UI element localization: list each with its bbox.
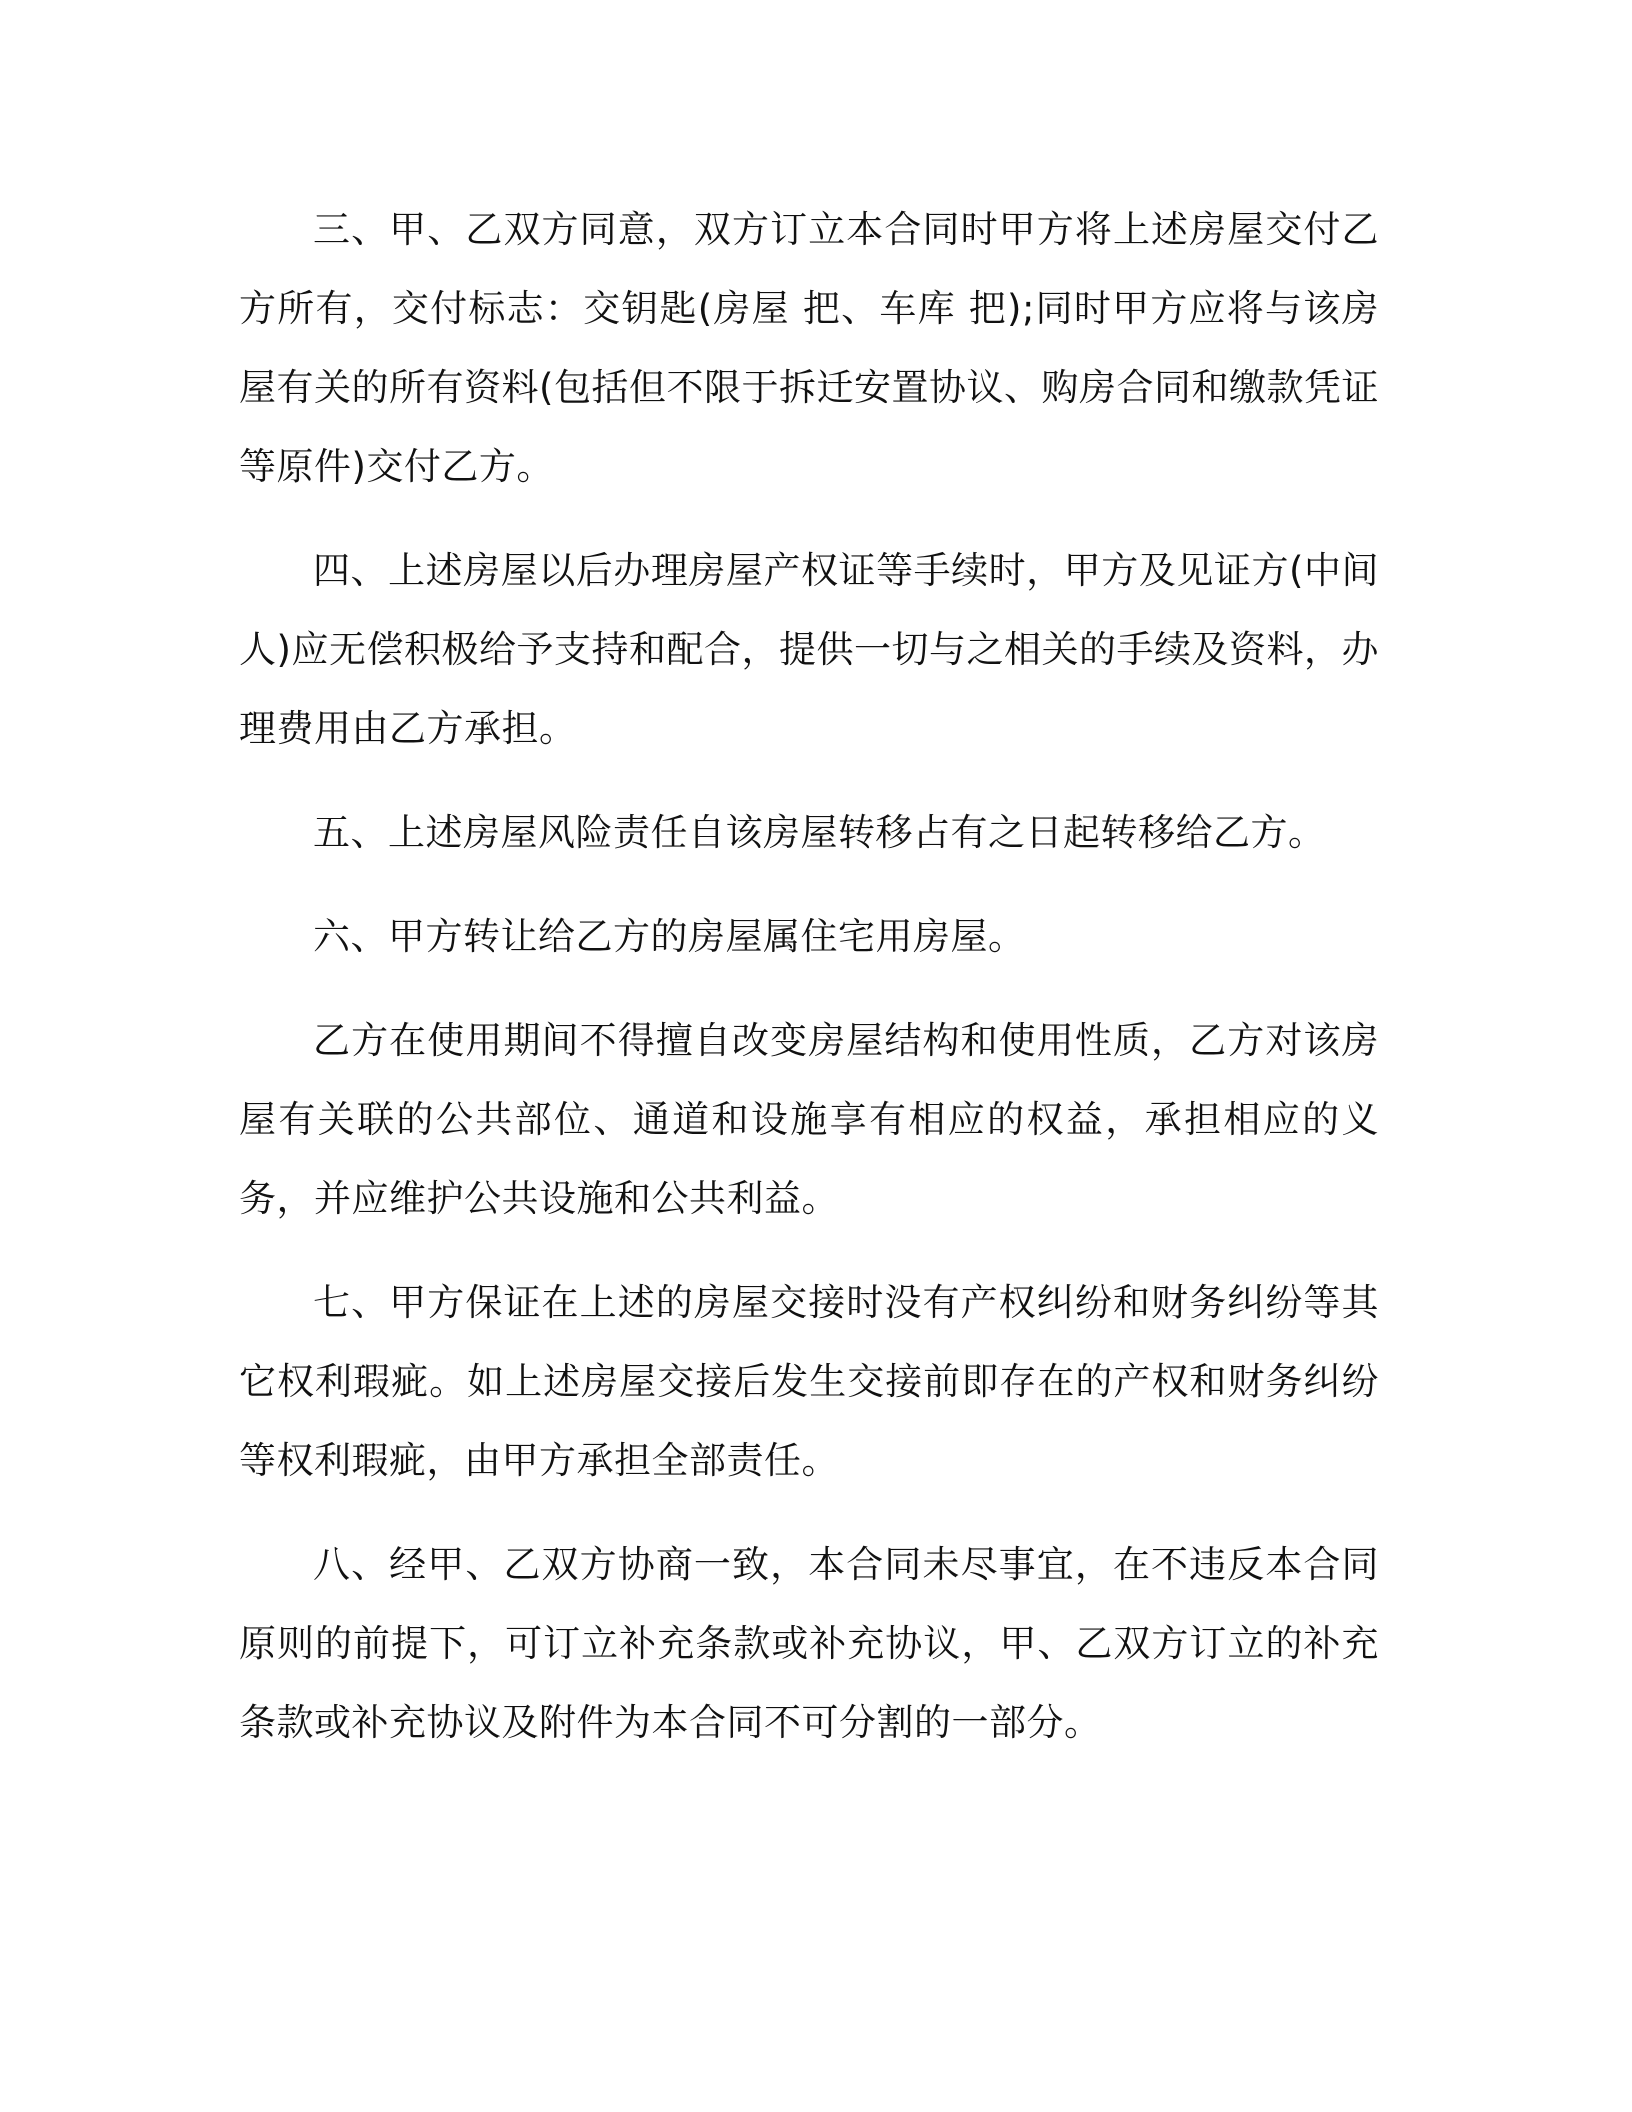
clause-6-usage-paragraph: 乙方在使用期间不得擅自改变房屋结构和使用性质，乙方对该房屋有关联的公共部位、通道和设施享有相应的权益，承担相应的义务，并应维护公共设施和公共利益。 — [239, 1019, 1379, 1220]
clause-7-paragraph: 七、甲方保证在上述的房屋交接时没有产权纠纷和财务纠纷等其它权利瑕疵。如上述房屋交接后发生交接前即存在的产权和财务纠纷等权利瑕疵，由甲方承担全部责任。 — [239, 1281, 1379, 1482]
clause-3-paragraph: 三、甲、乙双方同意，双方订立本合同时甲方将上述房屋交付乙方所有，交付标志：交钥匙(房屋 把、车库 把);同时甲方应将与该房屋有关的所有资料(包括但不限于拆迁安置协议、购房合同和缴款凭证等原件)交付乙方。 — [239, 208, 1379, 488]
clause-4-paragraph: 四、上述房屋以后办理房屋产权证等手续时，甲方及见证方(中间人)应无偿积极给予支持和配合，提供一切与之相关的手续及资料，办理费用由乙方承担。 — [239, 549, 1379, 750]
document-body — [239, 190, 1379, 1787]
clause-8-paragraph: 八、经甲、乙双方协商一致，本合同未尽事宜，在不违反本合同原则的前提下，可订立补充条款或补充协议，甲、乙双方订立的补充条款或补充协议及附件为本合同不可分割的一部分。 — [239, 1543, 1379, 1744]
clause-6-paragraph: 六、甲方转让给乙方的房屋属住宅用房屋。 — [313, 915, 1026, 958]
clause-5-paragraph: 五、上述房屋风险责任自该房屋转移占有之日起转移给乙方。 — [313, 811, 1326, 854]
